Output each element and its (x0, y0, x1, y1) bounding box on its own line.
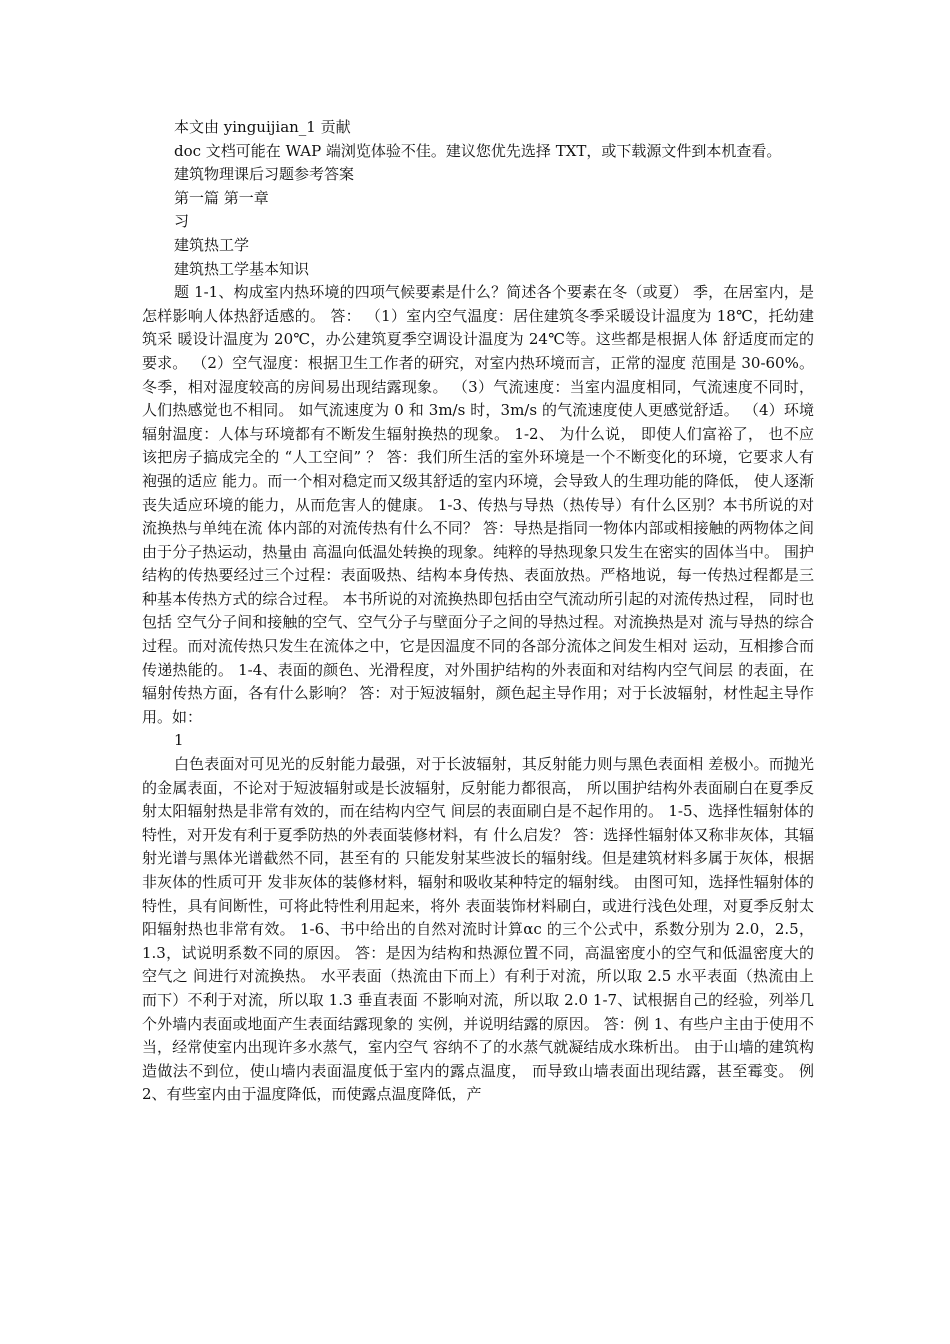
section-heading: 建筑热工学 (174, 235, 250, 254)
subsection-heading: 建筑热工学基本知识 (174, 259, 310, 278)
xi-heading: 习 (174, 212, 190, 231)
body-paragraph-2: 白色表面对可见光的反射能力最强，对于长波辐射，其反射能力则与黑色表面相 差极小。而抛光的金属表面，不论对于短波辐射或是长波辐射，反射能力都很高， 所以围护结构外表面刷白在夏季反射太阳辐射热是非常有效的，而在结构内空气 间层的表面刷白是不起作用的。 1-5、选择性辐射体的特性，对开发有利于夏季防热的外表面装修材料，有 什么启发？ 答：选择性辐射体又称非灰体，其辐射光谱与黑体光谱截然不同，甚至有的 只能发射某些波长的辐射线。但是建筑材料多属于灰体，根据非灰体的性质可开 发非灰体的装修材料，辐射和吸收某种特定的辐射线。 由图可知，选择性辐射体的特性，具有间断性，可将此特性利用起来，将外 表面装饰材料刷白，或进行浅色处理，对夏季反射太阳辐射热也非常有效。 1-6、书中给出的自然对流时计算αc 的三个公式中，系数分别为 2.0，2.5， 1.3，试说明系数不同的原因。 答：是因为结构和热源位置不同，高温密度小的空气和低温密度大的空气之 间进行对流换热。 水平表面（热流由下而上）有利于对流，所以取 2.5 水平表面（热流由上而下）不利于对流，所以取 1.3 垂直表面 不影响对流，所以取 2.0 1-7、试根据自己的经验，列举几个外墙内表面或地面产生表面结露现象的 实例，并说明结露的原因。 答：例 1、有些户主由于使用不当，经常使室内出现许多水蒸气，室内空气 容纳不了的水蒸气就凝结成水珠析出。 由于山墙的建筑构造做法不到位，使山墙内表面温度低于室内的露点温度， 而导致山墙表面出现结露，甚至霉变。 例 2、有些室内由于温度降低，而使露点温度降低，产 (142, 755, 814, 1104)
contributor-line: 本文由 yinguijian_1 贡献 (174, 118, 351, 136)
part-chapter-heading: 第一篇 第一章 (174, 188, 269, 207)
page-number: 1 (174, 731, 184, 750)
wap-notice: doc 文档可能在 WAP 端浏览体验不佳。建议您优先选择 TXT，或下载源文件到本机查看。 (174, 141, 782, 160)
body-paragraph-1: 题 1-1、构成室内热环境的四项气候要素是什么？简述各个要素在冬（或夏） 季，在居室内，是怎样影响人体热舒适感的。 答： （1）室内空气温度：居住建筑冬季采暖设计温度为 18℃，托幼建筑采 暖设计温度为 20℃，办公建筑夏季空调设计温度为 24℃等。这些都是根据人体 舒适度而定的要求。 （2）空气湿度：根据卫生工作者的研究，对室内热环境而言，正常的湿度 范围是 30-60%。冬季，相对湿度较高的房间易出现结露现象。 （3）气流速度：当室内温度相同，气流速度不同时，人们热感觉也不相同。 如气流速度为 0 和 3m/s 时，3m/s 的气流速度使人更感觉舒适。 （4）环境辐射温度：人体与环境都有不断发生辐射换热的现象。 1-2、 为什么说， 即使人们富裕了， 也不应该把房子搞成完全的 “人工空间” ？ 答：我们所生活的室外环境是一个不断变化的环境，它要求人有袍强的适应 能力。而一个相对稳定而又级其舒适的室内环境，会导致人的生理功能的降低， 使人逐渐丧失适应环境的能力，从而危害人的健康。 1-3、传热与导热（热传导）有什么区别？本书所说的对流换热与单纯在流 体内部的对流传热有什么不同？ 答：导热是指同一物体内部或相接触的两物体之间由于分子热运动，热量由 高温向低温处转换的现象。纯粹的导热现象只发生在密实的固体当中。 围护结构的传热要经过三个过程：表面吸热、结构本身传热、表面放热。严格地说，每一传热过程都是三种基本传热方式的综合过程。 本书所说的对流换热即包括由空气流动所引起的对流传热过程， 同时也包括 空气分子间和接触的空气、空气分子与壁面分子之间的导热过程。对流换热是对 流与导热的综合过程。而对流传热只发生在流体之中，它是因温度不同的各部分流体之间发生相对 运动，互相掺合而传递热能的。 1-4、表面的颜色、光滑程度，对外围护结构的外表面和对结构内空气间层 的表面，在辐射传热方面，各有什么影响？ 答：对于短波辐射，颜色起主导作用；对于长波辐射，材性起主导作用。如： (142, 283, 814, 726)
document-title: 建筑物理课后习题参考答案 (174, 165, 355, 184)
document-page (142, 116, 814, 1107)
